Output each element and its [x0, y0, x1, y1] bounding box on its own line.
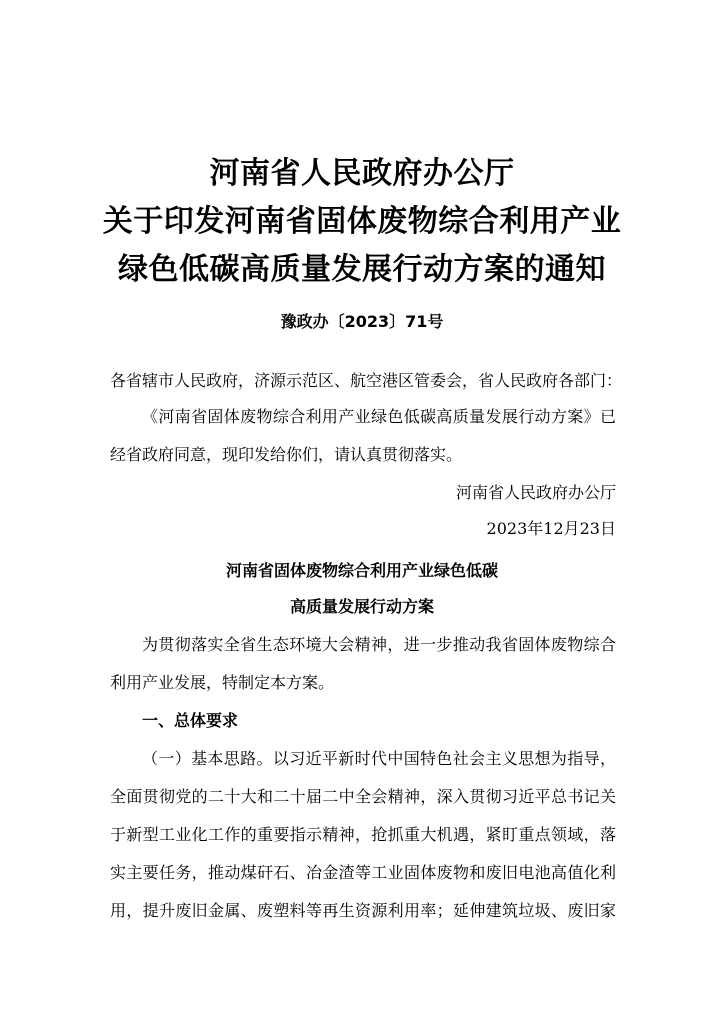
section-1-para-line-2: 全面贯彻党的二十大和二十届二中全会精神，深入贯彻习近平总书记关: [110, 787, 616, 806]
notice-body-line-2: 经省政府同意，现印发给你们，请认真贯彻落实。: [110, 445, 463, 464]
notice-body-line-1: 《河南省固体废物综合利用产业绿色低碳高质量发展行动方案》已: [142, 407, 616, 426]
section-1-para-line-1: （一）基本思路。以习近平新时代中国特色社会主义思想为指导，: [142, 749, 616, 768]
issuer-name: 河南省人民政府办公厅: [455, 483, 616, 502]
intro-line-2: 利用产业发展，特制定本方案。: [110, 673, 335, 692]
document-title-line-2: 关于印发河南省固体废物综合利用产业: [102, 204, 622, 239]
document-number: 豫政办〔2023〕71号: [280, 312, 444, 331]
plan-title-line-1: 河南省固体废物综合利用产业绿色低碳: [225, 561, 498, 580]
plan-title-line-2: 高质量发展行动方案: [289, 597, 434, 616]
document-title-line-3: 绿色低碳高质量发展行动方案的通知: [118, 252, 606, 287]
recipients-line: 各省辖市人民政府，济源示范区、航空港区管委会，省人民政府各部门：: [110, 371, 623, 390]
section-1-para-line-4: 实主要任务，推动煤矸石、冶金渣等工业固体废物和废旧电池高值化利: [110, 863, 616, 882]
section-1-para-line-3: 于新型工业化工作的重要指示精神，抢抓重大机遇，紧盯重点领域，落: [110, 825, 616, 844]
section-1-heading: 一、总体要求: [142, 711, 239, 730]
section-1-para-line-5: 用，提升废旧金属、废塑料等再生资源利用率；延伸建筑垃圾、废旧家: [110, 901, 616, 920]
issue-date: 2023年12月23日: [486, 519, 616, 538]
intro-line-1: 为贯彻落实全省生态环境大会精神，进一步推动我省固体废物综合: [142, 635, 616, 654]
document-title-line-1: 河南省人民政府办公厅: [209, 156, 515, 191]
